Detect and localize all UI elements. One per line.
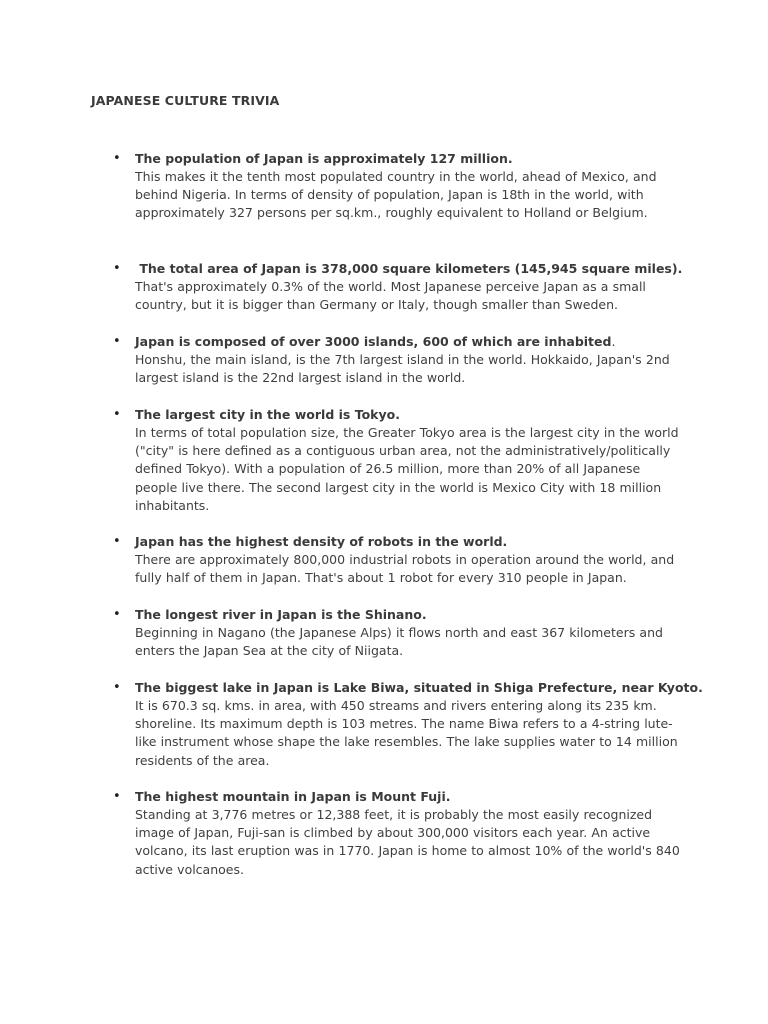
- fact-text: It is 670.3 sq. kms. in area, with 450 streams and rivers entering along its 235 km. shoreline. Its maximum depth is 103 metres. The name Biwa refers to a 4-string lute-like instrument whose shape the lake resembles. The lake supplies water to 14 million residents of the area.: [135, 698, 678, 768]
- trivia-item-body: [135, 679, 703, 770]
- fact-heading: The longest river in Japan is the Shinano.: [135, 607, 427, 622]
- fact-text: Beginning in Nagano (the Japanese Alps) it flows north and east 367 kilometers and enters the Japan Sea at the city of Niigata.: [135, 625, 663, 659]
- fact-text: There are approximately 800,000 industrial robots in operation around the world, and fully half of them in Japan. That's about 1 robot for every 310 people in Japan.: [135, 552, 675, 586]
- trivia-item-body: [135, 533, 680, 587]
- fact-heading: Japan is composed of over 3000 islands, 600 of which are inhabited.: [135, 334, 616, 349]
- bullet-icon: •: [113, 261, 121, 276]
- fact-heading: The population of Japan is approximately 127 million.: [135, 151, 513, 166]
- fact-heading: The largest city in the world is Tokyo.: [135, 407, 400, 422]
- fact-heading: The total area of Japan is 378,000 square kilometers (145,945 square miles).: [135, 261, 683, 276]
- fact-heading: The biggest lake in Japan is Lake Biwa, situated in Shiga Prefecture, near Kyoto.: [135, 680, 703, 695]
- bullet-icon: •: [113, 151, 121, 166]
- fact-text: In terms of total population size, the Greater Tokyo area is the largest city in the world ("city" is here defined as a contiguous urban area, not the administratively/politically defined Tokyo). With a population of 26.5 million, more than 20% of all Japanese people live there. The second largest city in the world is Mexico City with 18 million inhabitants.: [135, 425, 679, 513]
- fact-text: That's approximately 0.3% of the world. Most Japanese perceive Japan as a small country, but it is bigger than Germany or Italy, though smaller than Sweden.: [135, 279, 646, 313]
- trivia-item-body: [135, 606, 680, 660]
- fact-heading: Japan has the highest density of robots in the world.: [135, 534, 508, 549]
- trivia-item-body: [135, 150, 680, 223]
- fact-heading: The highest mountain in Japan is Mount Fuji.: [135, 789, 451, 804]
- fact-text: Standing at 3,776 metres or 12,388 feet, it is probably the most easily recognized image of Japan, Fuji-san is climbed by about 300,000 visitors each year. An active volcano, its last eruption was in 1770. Japan is home to almost 10% of the world's 840 active volcanoes.: [135, 807, 680, 877]
- trivia-item-body: [135, 788, 680, 879]
- trivia-item-body: [135, 333, 680, 387]
- bullet-icon: •: [113, 607, 121, 622]
- trivia-item-body: [135, 260, 683, 314]
- bullet-icon: •: [113, 534, 121, 549]
- bullet-icon: •: [113, 334, 121, 349]
- bullet-icon: •: [113, 407, 121, 422]
- bullet-icon: •: [113, 680, 121, 695]
- fact-text: Honshu, the main island, is the 7th largest island in the world. Hokkaido, Japan's 2nd largest island is the 22nd largest island in the world.: [135, 352, 670, 386]
- document-title: JAPANESE CULTURE TRIVIA: [91, 93, 280, 108]
- trivia-item-body: [135, 406, 680, 515]
- bullet-icon: •: [113, 789, 121, 804]
- fact-text: This makes it the tenth most populated country in the world, ahead of Mexico, and behind Nigeria. In terms of density of population, Japan is 18th in the world, with approximately 327 persons per sq.km., roughly equivalent to Holland or Belgium.: [135, 169, 657, 221]
